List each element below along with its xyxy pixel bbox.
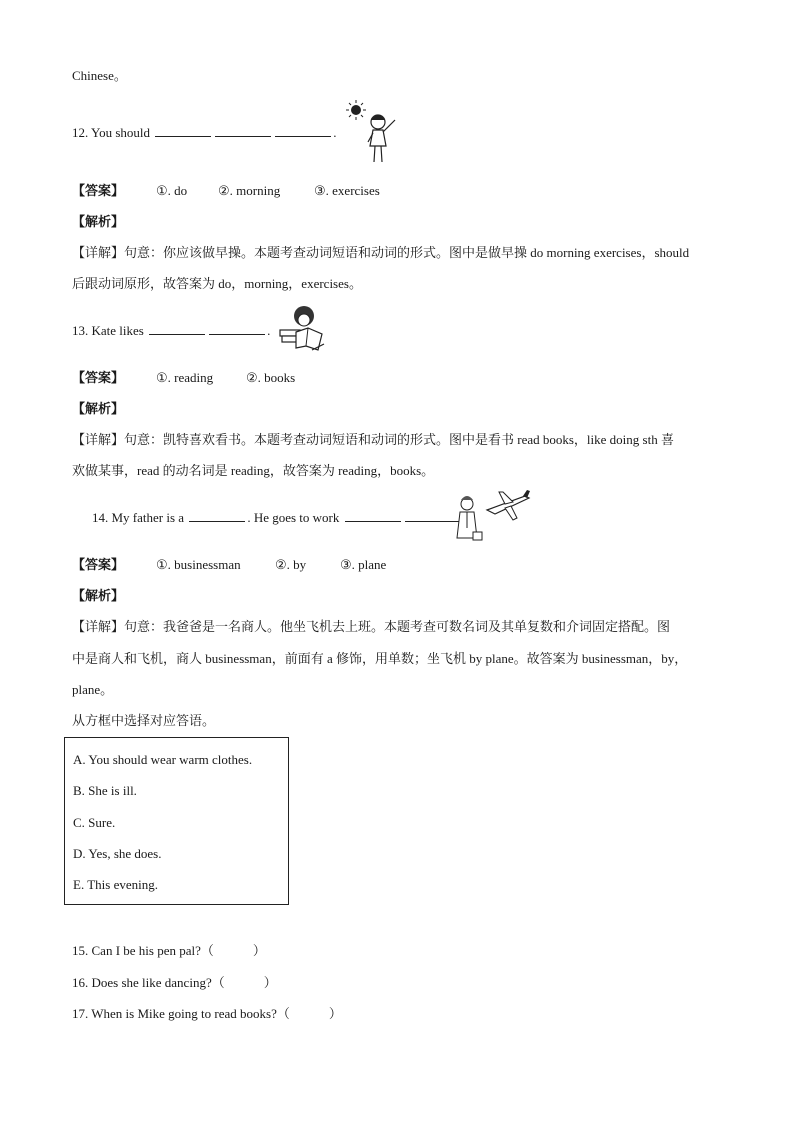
q14-detail-line-1: 【详解】句意：我爸爸是一名商人。他坐飞机去上班。本题考查可数名词及其单复数和介词固定搭配。图 [72, 619, 671, 634]
question-14-text-b: . He goes to work [247, 510, 340, 525]
q12-detail-line-2: 后跟动词原形，故答案为 do，morning，exercises。 [72, 276, 362, 291]
question-12: 12. You should . [72, 125, 337, 140]
blank [209, 323, 265, 335]
question-15: 15. Can I be his pen pal?（ ） [72, 943, 266, 958]
answer-tag: 【答案】 [72, 183, 125, 198]
answer-tag: 【答案】 [72, 557, 125, 572]
question-17: 17. When is Mike going to read books?（ ） [72, 1006, 342, 1021]
option-b: B. She is ill. [73, 783, 137, 798]
blank [189, 510, 245, 522]
businessman-and-plane-illustration [455, 488, 535, 546]
blank [149, 323, 205, 335]
question-14-text-a: 14. My father is a [92, 510, 185, 525]
question-13: 13. Kate likes . [72, 323, 271, 338]
q13-detail-line-1: 【详解】句意：凯特喜欢看书。本题考查动词短语和动词的形式。图中是看书 read books，like doing sth 喜 [72, 432, 674, 447]
q14-answer-2: ②. by [275, 557, 307, 572]
q12-answer-1: ①. do [156, 183, 188, 198]
question-16: 16. Does she like dancing?（ ） [72, 975, 277, 990]
option-e: E. This evening. [73, 877, 158, 892]
q13-answer-row [72, 370, 124, 386]
q12-answer-row [72, 183, 124, 199]
q14-detail-line-2: 中是商人和飞机，商人 businessman，前面有 a 修饰，用单数；坐飞机 by plane。故答案为 businessman，by， [72, 651, 688, 666]
q13-answer-2: ②. books [246, 370, 296, 385]
q14-answer-1: ①. businessman [156, 557, 241, 572]
q14-analysis-tag: 【解析】 [72, 588, 125, 603]
question-12-text: 12. You should [72, 125, 151, 140]
q13-answer-1: ①. reading [156, 370, 214, 385]
girl-reading-book-illustration [278, 304, 328, 356]
q12-detail-line-1: 【详解】句意：你应该做早操。本题考查动词短语和动词的形式。图中是做早操 do morning exercises，should [72, 245, 690, 260]
question-13-text: 13. Kate likes [72, 323, 144, 338]
options-box [64, 737, 289, 905]
option-c: C. Sure. [73, 815, 116, 830]
blank [215, 125, 271, 137]
question-14 [92, 510, 466, 526]
blank [155, 125, 211, 137]
top-fragment: Chinese。 [72, 68, 127, 83]
girl-morning-exercise-illustration [340, 100, 410, 170]
q12-answer-3: ③. exercises [314, 183, 380, 198]
q13-detail-line-2: 欢做某事，read 的动名词是 reading，故答案为 reading，books。 [72, 463, 435, 478]
option-a: A. You should wear warm clothes. [73, 752, 253, 767]
q12-answer-2: ②. morning [218, 183, 281, 198]
blank [405, 510, 461, 522]
option-d: D. Yes, she does. [73, 846, 162, 861]
q14-detail-line-3: plane。 [72, 682, 114, 697]
blank [275, 125, 331, 137]
q13-analysis-tag: 【解析】 [72, 401, 125, 416]
q12-analysis-tag: 【解析】 [72, 214, 125, 229]
q14-answer-3: ③. plane [340, 557, 387, 572]
q14-answer-row [72, 557, 124, 573]
blank [345, 510, 401, 522]
answer-tag: 【答案】 [72, 370, 125, 385]
section-title: 从方框中选择对应答语。 [72, 713, 216, 728]
